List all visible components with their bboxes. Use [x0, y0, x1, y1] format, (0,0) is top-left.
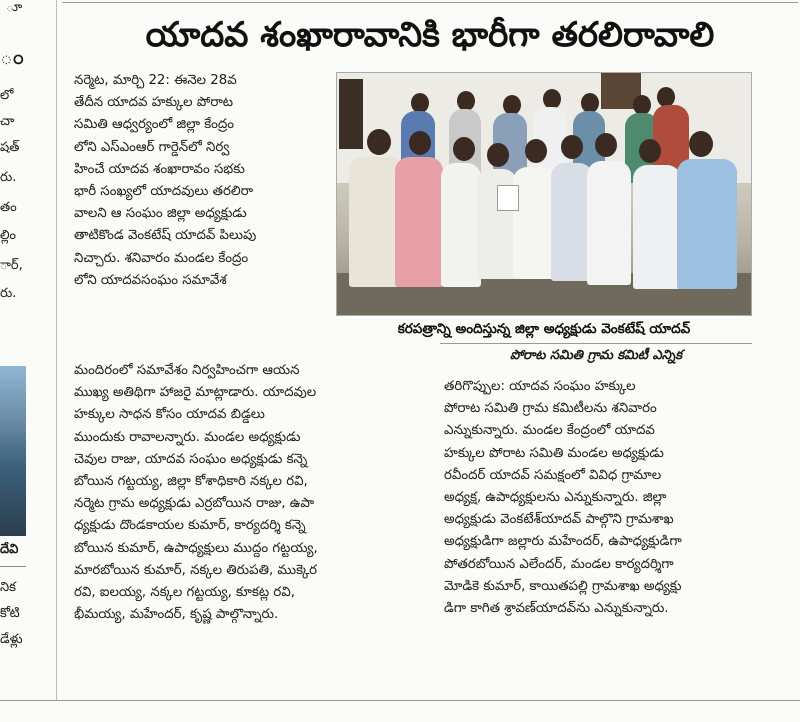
text-line: పోతరబోయిన ఎలేందర్, మండల కార్యదర్శిగా	[444, 556, 674, 572]
news-photo	[336, 72, 752, 316]
adjacent-fragment: ూ	[6, 0, 23, 15]
text-line: తరిగొప్పుల: యాదవ సంఘం హక్కుల	[444, 379, 636, 394]
text-line: మందిరంలో సమావేశం నిర్వహించగా ఆయన	[74, 363, 300, 378]
adjacent-column	[0, 0, 26, 722]
divider	[0, 566, 26, 567]
adjacent-fragment: ార్,	[0, 258, 23, 273]
photo-caption: కరపత్రాన్ని అందిస్తున్న జిల్లా అధ్యక్షుడు వెంకటేష్ యాదవ్	[397, 321, 691, 337]
text-line: బోయిన కుమార్, ఉపాధ్యక్షులు ముద్దం గట్టయ్య,	[74, 540, 318, 556]
column-divider	[56, 0, 57, 700]
text-line: నర్మెట గ్రామ అధ్యక్షుడు ఎర్రబోయిన రాజు, ఉపా	[74, 496, 315, 512]
divider	[62, 2, 798, 3]
sub-article-heading: పోరాట సమితి గ్రామ కమిటీ ఎన్నిక	[509, 348, 683, 363]
text-line: అధ్యక్ష, ఉపాధ్యక్షులను ఎన్నుకున్నారు. జిల్లా	[444, 490, 667, 506]
text-line: చెవుల రాజు, యాదవ సంఘం అధ్యక్షుడు కన్నె	[74, 451, 308, 467]
headline: యాదవ శంఖారావానికి భారీగా తరలిరావాలి	[145, 15, 715, 55]
text-line: లోని ఎస్‌ఎంఆర్ గార్డెన్‌లో నిర్వ	[74, 139, 230, 155]
text-line: డిగా కాగిత శ్రావణ్‌యాదవ్‌ను ఎన్నుకున్నారు.	[444, 601, 669, 617]
text-line: అధ్యక్షుడు వెంకటేశ్‌యాదవ్ పాల్గొని గ్రామశాఖ	[444, 512, 674, 528]
text-line: ముఖ్య అతిథిగా హాజరై మాట్లాడారు. యాదవుల	[74, 385, 317, 401]
text-line: పోరాట సమితి గ్రామ కమిటీలను శనివారం	[444, 401, 657, 417]
text-line: లోని యాదవసంఘం సమావేశ	[74, 272, 227, 288]
adjacent-fragment: డేళ్లు	[0, 632, 23, 647]
adjacent-fragment: రు.	[0, 286, 17, 301]
adjacent-fragment: షత్	[0, 140, 20, 155]
text-line: వాలని ఆ సంఘం జిల్లా అధ్యక్షుడు	[74, 206, 247, 222]
adjacent-fragment: ం	[0, 45, 24, 70]
adjacent-fragment: రు.	[0, 170, 17, 185]
text-line: రవీందర్ యాదవ్ సమక్షంలో వివిధ గ్రామాల	[444, 467, 662, 483]
text-line: తేదీన యాదవ హక్కుల పోరాట	[74, 95, 234, 111]
divider	[0, 700, 800, 701]
adjacent-fragment: ల్లిం	[0, 228, 17, 243]
adjacent-fragment: నిక	[0, 580, 16, 595]
text-line: ఎన్నుకున్నారు. మండల కేంద్రంలో యాదవ	[444, 423, 655, 439]
text-line: సమితి ఆధ్వర్యంలో జిల్లా కేంద్రం	[74, 117, 235, 133]
text-line: భారీ సంఖ్యలో యాదవులు తరలిరా	[74, 184, 254, 200]
text-line: హించే యాదవ శంఖారావం సభకు	[74, 161, 245, 177]
sub-article-body	[444, 376, 754, 620]
text-line: హక్కుల పోరాట సమితి మండల అధ్యక్షుడు	[444, 445, 664, 461]
text-line: హక్కుల సాధన కోసం యాదవ బిడ్డలు	[74, 407, 265, 423]
text-line: భీమయ్య, మహేందర్, కృష్ణ పాల్గొన్నారు.	[74, 607, 279, 623]
adjacent-photo	[0, 366, 26, 536]
adjacent-fragment: లో	[0, 88, 14, 103]
text-line: అధ్యక్షుడిగా జల్లారు మహేందర్, ఉపాధ్యక్షుడిగా	[444, 534, 682, 550]
text-line: ధ్యక్షుడు దొండకాయల కుమార్, కార్యదర్శి కన్నె	[74, 518, 306, 534]
adjacent-fragment: దేవి	[0, 542, 19, 557]
text-line: మారబోయిన కుమార్, నక్కల తిరుపతి, ముక్కెర	[74, 562, 318, 578]
adjacent-fragment: తం	[0, 200, 17, 215]
text-line: మోడికె కుమార్, కాయితపల్లి గ్రామశాఖ అధ్యక్షు	[444, 578, 682, 594]
text-line: రవి, ఐలయ్య, నక్కల గట్టయ్య, కూకట్ల రవి,	[74, 585, 295, 601]
adjacent-fragment: కోటి	[0, 606, 20, 621]
article-body-upper	[74, 70, 330, 292]
article-body-lower	[74, 360, 430, 626]
text-line: బోయిన గట్టయ్య, జిల్లా కోశాధికారి నక్కల రవి,	[74, 474, 308, 490]
adjacent-fragment: చా	[0, 114, 15, 129]
text-line: తాటికొండ వెంకటేష్ యాదవ్ పిలుపు	[74, 228, 257, 244]
text-line: ముందుకు రావాలన్నారు. మండల అధ్యక్షుడు	[74, 429, 301, 445]
text-line: నర్మెట, మార్చి 22: ఈనెల 28వ	[74, 73, 237, 88]
text-line: నిచ్చారు. శనివారం మండల కేంద్రం	[74, 250, 249, 266]
